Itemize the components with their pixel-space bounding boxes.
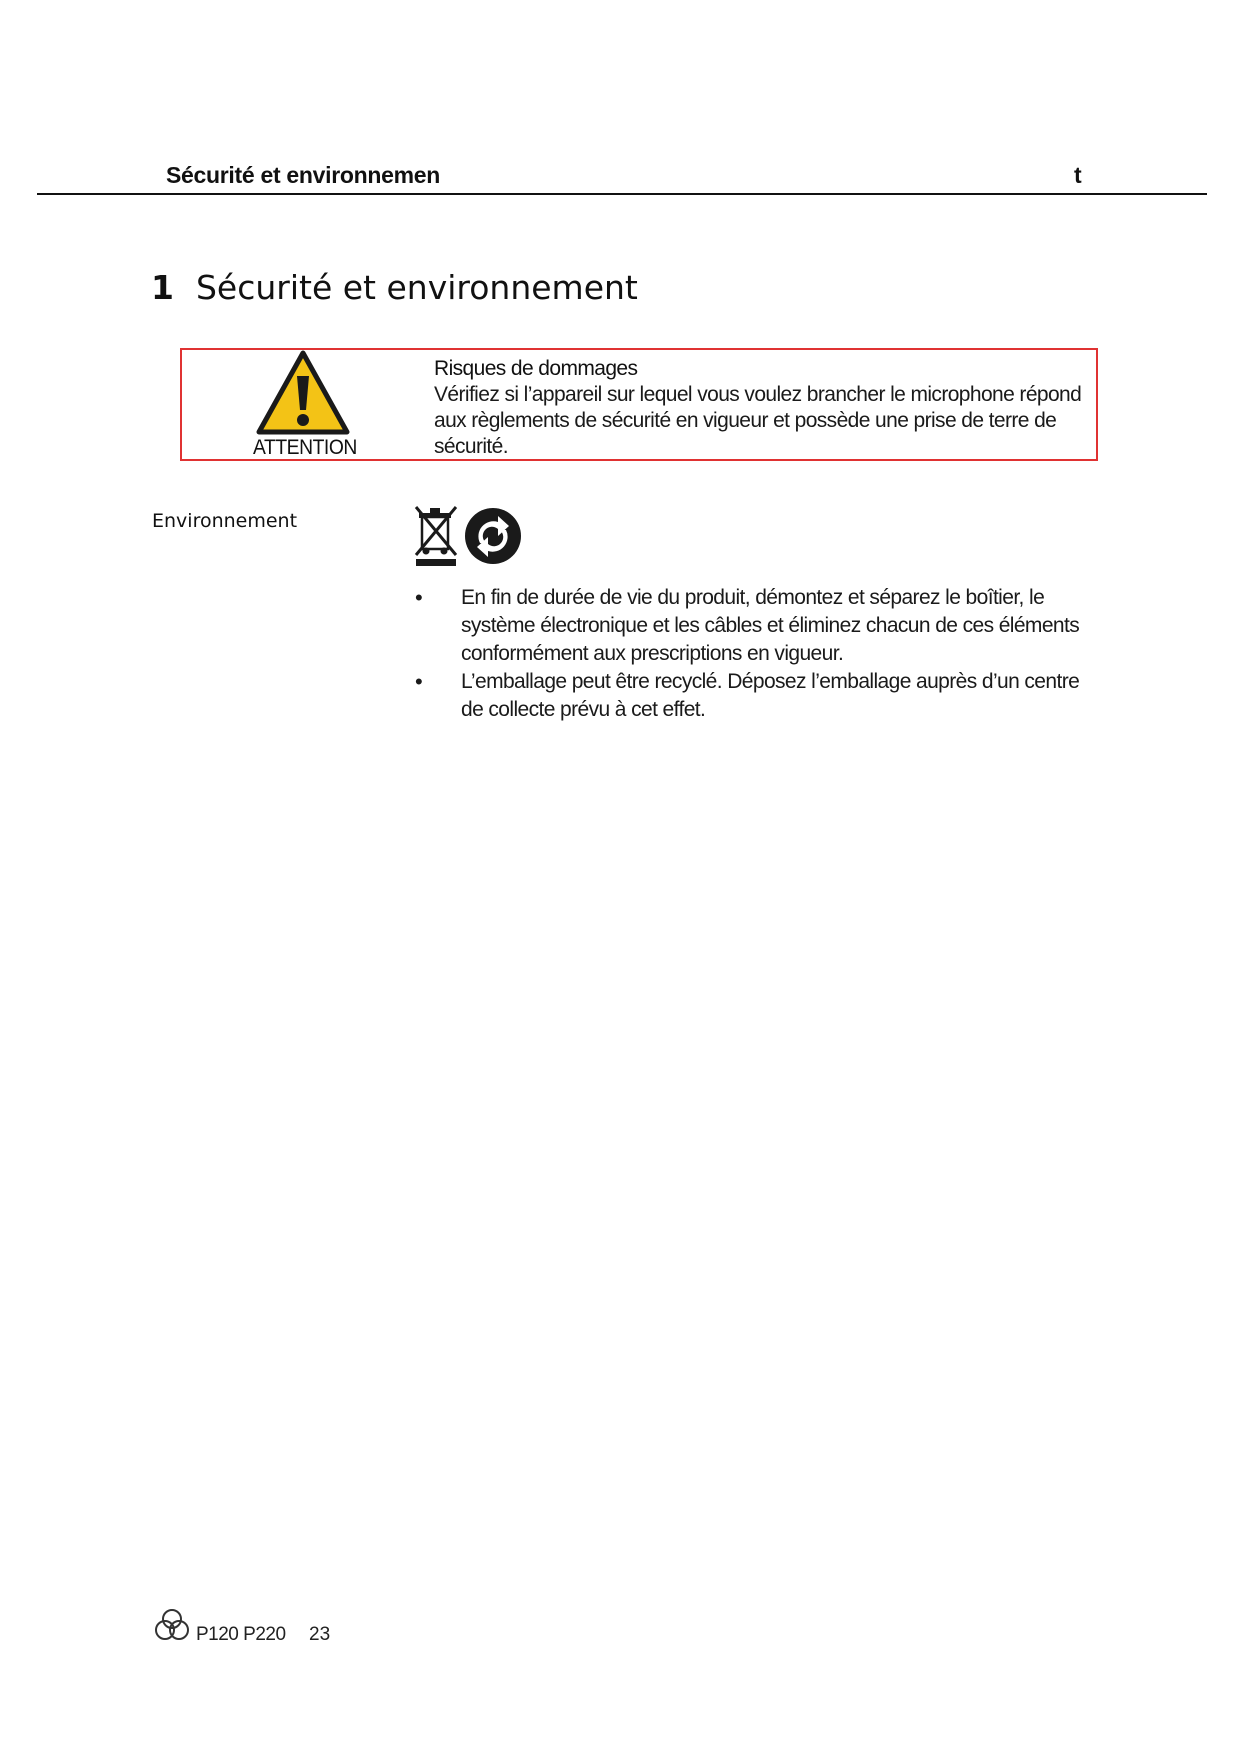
brand-logo-icon — [152, 1605, 192, 1645]
chapter-title-text: Sécurité et environnement — [195, 268, 638, 307]
section-label-environment: Environnement — [152, 510, 298, 532]
running-header-right: t — [1074, 162, 1082, 188]
environment-icons — [414, 505, 524, 567]
warning-title: Risques de dommages — [434, 357, 638, 380]
header-rule — [37, 193, 1207, 195]
warning-triangle-icon — [256, 350, 350, 436]
chapter-number: 1 — [151, 268, 174, 307]
list-item: • En fin de durée de vie du produit, démontez et séparez le boîtier, le système électronique et les câbles et éliminez chacun de ces éléments conformément aux prescriptions en vigueur. — [412, 584, 1082, 668]
weee-crossed-bin-icon — [416, 507, 456, 566]
attention-label: ATTENTION — [253, 436, 357, 459]
running-header: Sécurité et environnemen — [166, 162, 440, 188]
footer-model: P120 P220 — [196, 1624, 286, 1645]
footer-page-number: 23 — [309, 1624, 331, 1645]
environment-bullet-list — [412, 584, 1082, 724]
warning-body: Vérifiez si l’appareil sur lequel vous voulez brancher le microphone répond aux règlements de sécurité en vigueur et possède une prise de terre de sécurité. — [434, 383, 1082, 458]
green-dot-recycling-icon — [465, 508, 521, 564]
list-item: • L’emballage peut être recyclé. Déposez l’emballage auprès d’un centre de collecte prévu à cet effet. — [412, 668, 1082, 724]
warning-box — [180, 348, 1098, 461]
warning-text-block — [434, 356, 1084, 460]
chapter-title — [151, 268, 638, 307]
